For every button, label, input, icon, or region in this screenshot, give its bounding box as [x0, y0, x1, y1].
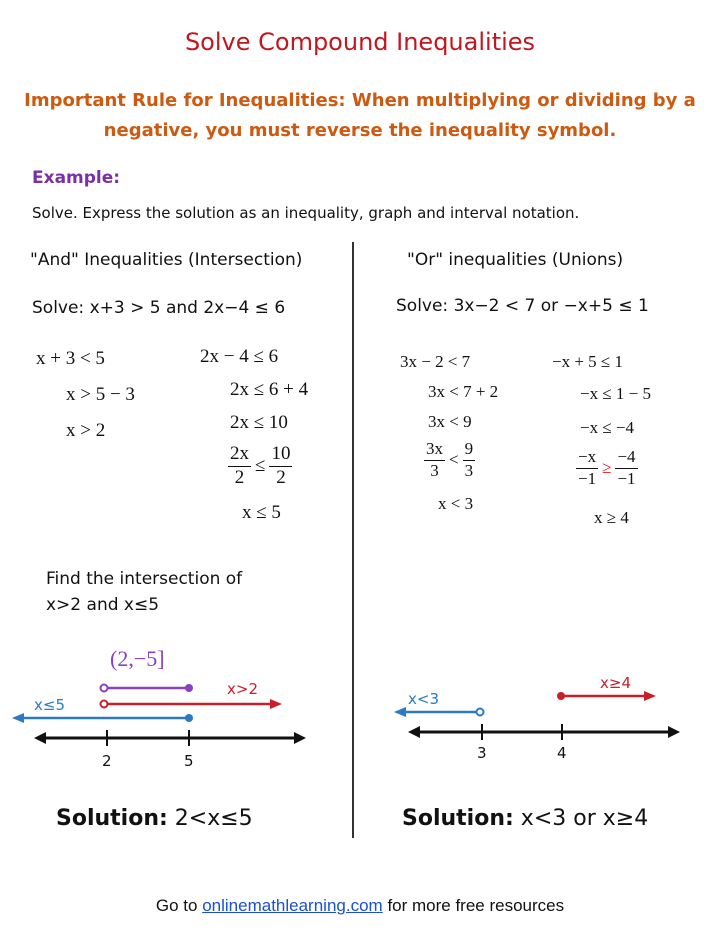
x-greater-2-open-dot: [101, 701, 108, 708]
and-number-line-graph: [0, 670, 340, 780]
and-tick-label-2: 2: [102, 752, 112, 770]
and-step-b1: 2x − 4 ≤ 6: [200, 346, 279, 367]
or-fraction-step-a: $\frac{3x}{3}$ < $\frac{9}{3}$: [426, 439, 474, 480]
or-step-a1: 3x − 2 < 7: [400, 352, 471, 371]
or-fraction-step-b: $\frac{-x}{-1}$ ≥ $\frac{-4}{-1}$: [578, 447, 636, 488]
or-final-b: x ≥ 4: [594, 508, 629, 527]
or-heading: "Or" inequalities (Unions): [407, 250, 624, 270]
and-heading: "And" Inequalities (Intersection): [30, 250, 303, 270]
and-final-b: x ≤ 5: [242, 502, 281, 523]
find-intersection-line1: Find the intersection of: [46, 569, 243, 589]
and-step-a1: x + 3 < 5: [36, 348, 105, 369]
and-axis-right-arrow: [294, 732, 306, 744]
find-intersection-line2: x>2 and x≤5: [46, 595, 160, 615]
and-axis-left-arrow: [34, 732, 46, 744]
footer-prefix: Go to: [155, 896, 198, 915]
and-step-a3: x > 2: [66, 420, 106, 441]
x-greater-2-label: x>2: [227, 680, 258, 698]
x-gte-4-label: x≥4: [600, 674, 631, 692]
and-problem: Solve: x+3 > 5 and 2x−4 ≤ 6: [32, 298, 286, 318]
and-solution-label: Solution:: [56, 806, 168, 831]
or-step-b2: −x ≤ 1 − 5: [580, 384, 652, 403]
and-solution: [56, 806, 253, 831]
and-tick-label-5: 5: [184, 752, 194, 770]
or-axis-left-arrow: [408, 726, 420, 738]
and-step-b2: 2x ≤ 6 + 4: [230, 379, 309, 400]
column-divider: [352, 242, 354, 838]
intersection-closed-dot: [185, 684, 193, 692]
instructions: Solve. Express the solution as an inequality, graph and interval notation.: [32, 204, 580, 222]
or-solution-value: x<3 or x≥4: [520, 806, 649, 831]
or-number-line-graph: [380, 670, 700, 780]
page-title: Solve Compound Inequalities: [184, 28, 536, 56]
footer: [0, 896, 720, 916]
footer-suffix: for more free resources: [387, 896, 565, 915]
or-final-a: x < 3: [438, 494, 474, 513]
x-lte-5-closed-dot: [185, 714, 193, 722]
x-lte-5-label: x≤5: [34, 696, 65, 714]
interval-notation: (2,−5]: [110, 646, 165, 671]
or-step-b1: −x + 5 ≤ 1: [552, 352, 624, 371]
example-label: Example:: [32, 168, 121, 188]
or-tick-label-3: 3: [477, 744, 487, 762]
important-rule: Important Rule for Inequalities: When multiplying or dividing by a negative, you must reverse the inequality symbol.: [24, 90, 696, 141]
and-step-b3: 2x ≤ 10: [230, 412, 288, 433]
and-solution-value: 2<x≤5: [174, 806, 253, 831]
or-axis-right-arrow: [668, 726, 680, 738]
or-step-b3: −x ≤ −4: [580, 418, 635, 437]
or-tick-label-4: 4: [557, 744, 567, 762]
x-less-3-arrowhead: [394, 707, 406, 717]
and-fraction-step: $\frac{2x}{2}$ ≤ $\frac{10}{2}$: [230, 443, 291, 488]
intersection-open-dot: [101, 685, 108, 692]
or-solution-label: Solution:: [402, 806, 514, 831]
or-problem: Solve: 3x−2 < 7 or −x+5 ≤ 1: [396, 296, 649, 316]
x-gte-4-arrowhead: [644, 691, 656, 701]
or-step-a2: 3x < 7 + 2: [428, 382, 499, 401]
or-step-a3: 3x < 9: [428, 412, 472, 431]
x-less-3-label: x<3: [408, 690, 439, 708]
x-less-3-open-dot: [477, 709, 484, 716]
x-gte-4-closed-dot: [557, 692, 565, 700]
or-solution: [402, 806, 648, 831]
footer-link[interactable]: onlinemathlearning.com: [202, 896, 383, 915]
reversed-symbol: ≥: [602, 458, 612, 478]
x-lte-5-arrowhead: [12, 713, 24, 723]
and-step-a2: x > 5 − 3: [66, 384, 135, 405]
x-greater-2-arrowhead: [270, 699, 282, 709]
